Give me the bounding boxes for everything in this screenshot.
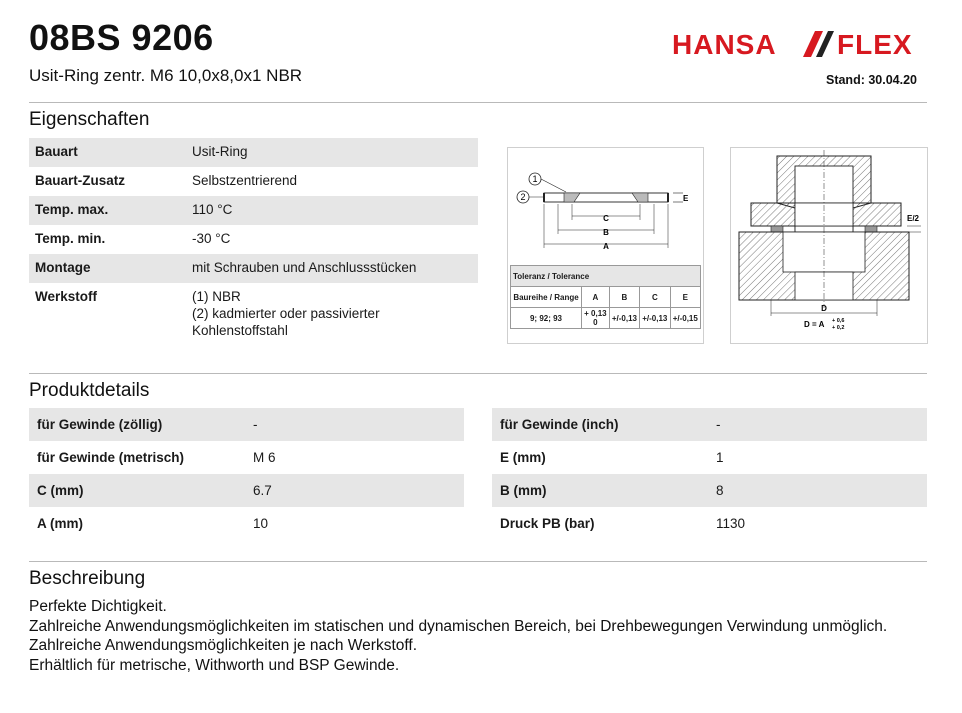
property-key: Werkstoff	[35, 289, 98, 304]
description-line: Zahlreiche Anwendungsmöglichkeiten im statischen und dynamischen Bereich, bei Drehbewegungen Verwindung unmöglich.	[29, 617, 888, 635]
tolerance-a-plus: + 0,13	[584, 309, 607, 318]
table-row	[29, 474, 464, 507]
detail-key: Druck PB (bar)	[500, 516, 595, 531]
material-line: (1) NBR	[192, 289, 241, 304]
material-line: Kohlenstoffstahl	[192, 323, 288, 338]
table-row	[492, 441, 927, 474]
description-line: Perfekte Dichtigkeit.	[29, 598, 167, 615]
property-value: mit Schrauben und Anschlussstücken	[186, 254, 478, 283]
logo-text-hansa: HANSA	[672, 29, 777, 60]
section-title-beschreibung: Beschreibung	[29, 568, 146, 589]
table-row	[492, 408, 927, 441]
property-value	[186, 283, 478, 339]
property-key: Temp. max.	[29, 196, 186, 225]
seal-ring-right	[865, 226, 877, 232]
product-subtitle: Usit-Ring zentr. M6 10,0x8,0x1 NBR	[29, 66, 303, 85]
article-number: 08BS 9206	[29, 17, 214, 58]
tolerance-a-zero: 0	[593, 318, 598, 327]
ring-section-svg	[508, 148, 703, 266]
property-key: Temp. min.	[35, 231, 106, 246]
installation-drawing	[730, 147, 928, 344]
detail-value: -	[708, 408, 927, 441]
table-row	[29, 507, 464, 540]
table-row	[29, 441, 464, 474]
material-line: (2) kadmierter oder passivierter	[192, 306, 380, 321]
tolerance-a	[582, 308, 610, 329]
tolerance-header: C	[640, 287, 670, 308]
table-row	[29, 408, 464, 441]
tolerance-header: B	[609, 287, 639, 308]
property-key: Bauart-Zusatz	[35, 173, 126, 188]
detail-key: für Gewinde (inch)	[492, 408, 708, 441]
callout-line-1	[541, 179, 566, 192]
product-details-right	[492, 408, 927, 540]
logo-text-flex: FLEX	[837, 29, 913, 60]
tolerance-header: Baureihe / Range	[511, 287, 582, 308]
property-value: Selbstzentrierend	[192, 173, 298, 188]
tolerance-b: +/-0,13	[609, 308, 639, 329]
detail-value: 8	[708, 474, 927, 507]
dim-e-label: E	[683, 194, 689, 203]
dim-d-label: D	[821, 304, 827, 313]
detail-key: E (mm)	[500, 450, 546, 465]
tolerance-range: 9; 92; 93	[511, 308, 582, 329]
detail-key: für Gewinde (zöllig)	[29, 408, 245, 441]
installation-svg	[731, 148, 927, 343]
ring-section-drawing	[507, 147, 704, 344]
property-value: Usit-Ring	[186, 138, 478, 167]
ring-metal-body	[544, 193, 668, 202]
tolerance-c: +/-0,13	[640, 308, 670, 329]
hansa-flex-logo	[672, 27, 920, 61]
detail-key: A (mm)	[37, 516, 83, 531]
divider-beschreibung	[29, 561, 927, 562]
property-key: Bauart	[29, 138, 186, 167]
detail-value: 6.7	[245, 474, 464, 507]
section-title-eigenschaften: Eigenschaften	[29, 109, 150, 130]
table-row	[29, 167, 478, 196]
table-row	[29, 196, 478, 225]
stand-date: Stand: 30.04.20	[825, 73, 917, 87]
table-row	[29, 138, 478, 167]
dim-e-half-label: E/2	[907, 214, 920, 223]
detail-value: 1	[716, 450, 724, 465]
table-row	[29, 283, 478, 339]
detail-key: B (mm)	[492, 474, 708, 507]
callout-2: 2	[520, 192, 526, 202]
dim-a-label: A	[603, 242, 609, 251]
product-details-left	[29, 408, 464, 540]
seal-ring-left	[771, 226, 783, 232]
properties-table	[29, 138, 478, 339]
description-line: Zahlreiche Anwendungsmöglichkeiten je nach Werkstoff.	[29, 637, 418, 654]
dim-b-label: B	[603, 228, 609, 237]
d-formula: D = A	[804, 320, 825, 329]
property-value: 110 °C	[186, 196, 478, 225]
dim-c-label: C	[603, 214, 609, 223]
table-row	[492, 507, 927, 540]
divider-produktdetails	[29, 373, 927, 374]
tolerance-header: E	[670, 287, 700, 308]
detail-key: für Gewinde (metrisch)	[37, 450, 185, 465]
detail-value: 1130	[716, 516, 746, 531]
d-formula-lower: + 0,2	[832, 325, 845, 331]
section-title-produktdetails: Produktdetails	[29, 380, 150, 401]
callout-1: 1	[532, 174, 538, 184]
detail-value: 10	[253, 516, 269, 531]
table-row	[29, 254, 478, 283]
tolerance-title: Toleranz / Tolerance	[511, 266, 701, 287]
tolerance-table	[510, 265, 701, 329]
table-row	[492, 474, 927, 507]
property-value: -30 °C	[192, 231, 231, 246]
description-text	[29, 597, 887, 675]
detail-key: C (mm)	[29, 474, 245, 507]
detail-value: M 6	[253, 450, 276, 465]
description-line: Erhältlich für metrische, Withworth und BSP Gewinde.	[29, 656, 400, 674]
tolerance-e: +/-0,15	[670, 308, 700, 329]
d-formula-upper: + 0,6	[832, 318, 845, 324]
divider-header	[29, 102, 927, 103]
tolerance-header: A	[582, 287, 610, 308]
property-key: Montage	[29, 254, 186, 283]
table-row	[29, 225, 478, 254]
detail-value: -	[245, 408, 464, 441]
